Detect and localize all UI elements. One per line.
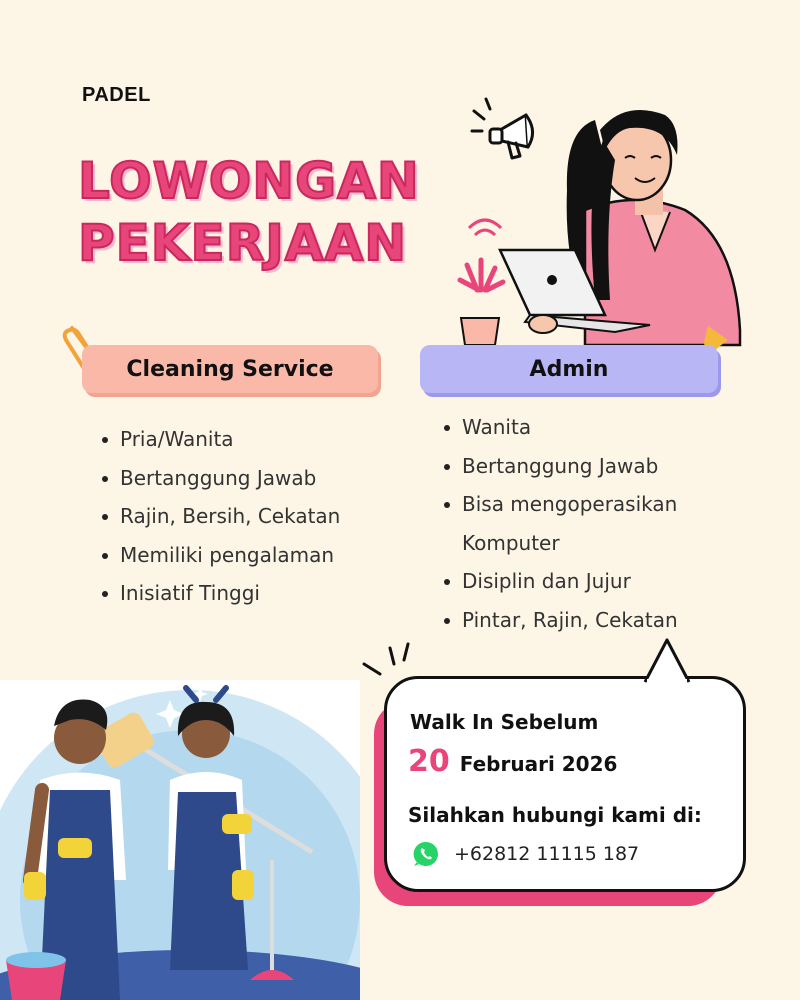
cleaning-service-requirements — [102, 420, 372, 613]
bubble-tail — [643, 637, 691, 683]
requirement-item: Memiliki pengalaman — [102, 536, 372, 575]
admin-header: Admin — [420, 345, 718, 393]
title-line-2: PEKERJAAN — [78, 214, 408, 272]
requirement-item: Rajin, Bersih, Cekatan — [102, 497, 372, 536]
requirement-item: Pintar, Rajin, Cekatan — [444, 601, 764, 640]
requirement-item: Disiplin dan Jujur — [444, 562, 764, 601]
walk-in-date — [408, 744, 617, 779]
phone-row[interactable] — [412, 840, 639, 868]
date-month-year: Februari 2026 — [459, 752, 618, 776]
cleaning-service-header: Cleaning Service — [82, 345, 378, 393]
date-day: 20 — [408, 744, 450, 779]
burst-lines-icon — [356, 640, 420, 684]
admin-requirements — [444, 408, 764, 639]
requirement-item: Pria/Wanita — [102, 420, 372, 459]
requirement-item: Inisiatif Tinggi — [102, 574, 372, 613]
requirement-item: Bertanggung Jawab — [102, 459, 372, 498]
requirement-item-continuation: Komputer — [462, 530, 560, 555]
cleaners-illustration — [0, 680, 360, 1000]
walk-in-label: Walk In Sebelum — [410, 710, 599, 734]
whatsapp-icon — [412, 840, 440, 868]
requirement-item: Bisa mengoperasikan — [444, 485, 764, 524]
phone-number[interactable]: +62812 11115 187 — [454, 843, 640, 865]
requirement-item: Bertanggung Jawab — [444, 447, 764, 486]
contact-label: Silahkan hubungi kami di: — [408, 803, 702, 827]
brand-name: PADEL — [82, 84, 151, 106]
page-title — [78, 150, 420, 274]
requirement-item: Wanita — [444, 408, 764, 447]
title-line-1: LOWONGAN — [78, 152, 420, 210]
woman-laptop-illustration — [455, 100, 755, 350]
